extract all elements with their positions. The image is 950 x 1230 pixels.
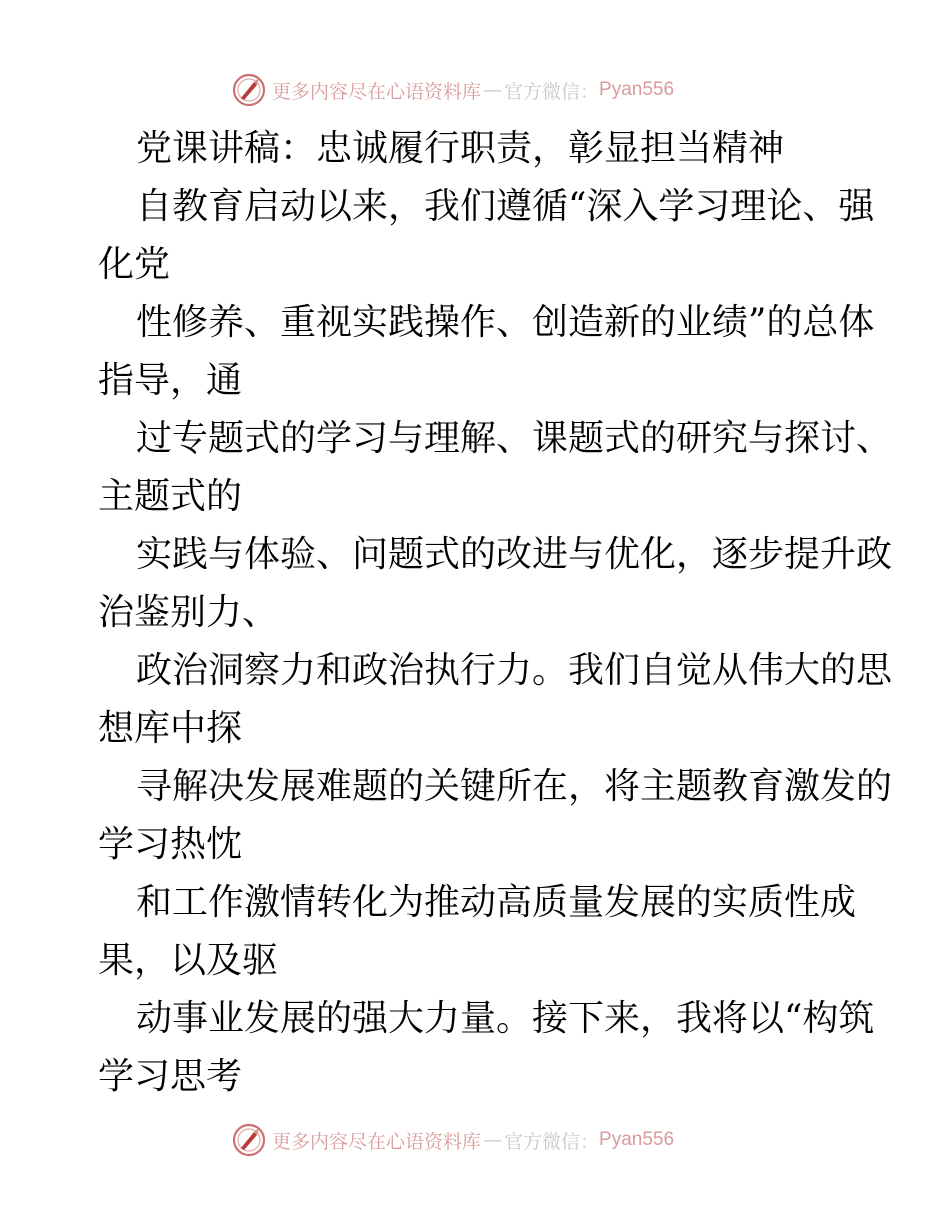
body-line: 政治洞察力和政治执行力。我们自觉从伟大的思 [136,650,893,691]
body-line: 学习热忱 [98,824,243,865]
body-line: 动事业发展的强大力量。接下来，我将以“构筑 [136,998,875,1039]
quill-logo-icon [232,73,266,107]
document-body [98,120,893,1106]
quill-logo-icon [232,1123,266,1157]
body-line: 实践与体验、问题式的改进与优化，逐步提升政 [136,534,893,575]
body-line: 自教育启动以来，我们遵循“深入学习理论、强 [136,186,875,227]
body-line: 学习思考 [98,1056,243,1097]
body-line: 主题式的 [98,476,243,517]
body-line: 寻解决发展难题的关键所在，将主题教育激发的 [136,766,893,807]
document-title: 党课讲稿：忠诚履行职责，彰显担当精神 [136,128,785,169]
body-line: 想库中探 [98,708,243,749]
body-line: 治鉴别力、 [98,592,279,633]
body-line: 性修养、重视实践操作、创造新的业绩”的总体 [136,302,875,343]
watermark-wechat-label: 官方微信： [504,1130,600,1153]
footer-watermark [232,1120,674,1160]
watermark-separator: — [483,1129,503,1151]
watermark-separator: — [483,79,503,101]
watermark-wechat-handle: Pyan556 [599,79,675,100]
watermark-brand-text: 更多内容尽在心语资料库 [272,80,482,103]
watermark-brand-text: 更多内容尽在心语资料库 [272,1130,482,1153]
body-line: 化党 [98,244,171,285]
header-watermark [232,70,674,110]
watermark-wechat-handle: Pyan556 [599,1129,675,1150]
body-line: 果，以及驱 [98,940,279,981]
body-line: 和工作激情转化为推动高质量发展的实质性成 [136,882,857,923]
body-line: 指导，通 [98,360,243,401]
body-line: 过专题式的学习与理解、课题式的研究与探讨、 [136,418,893,459]
watermark-wechat-label: 官方微信： [504,80,600,103]
